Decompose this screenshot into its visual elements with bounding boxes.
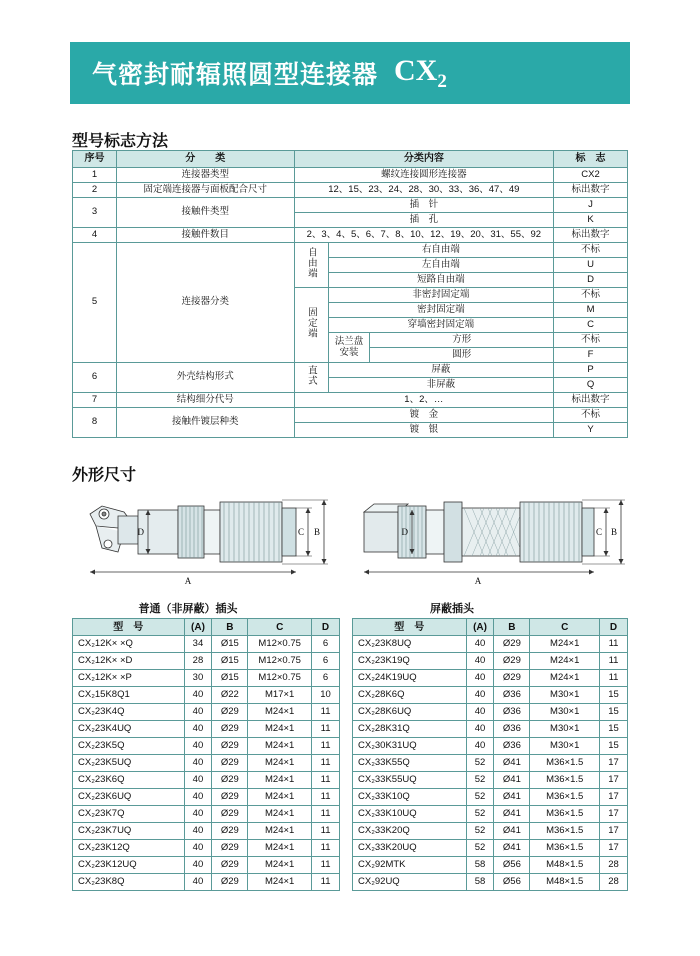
cell-b: Ø29: [212, 738, 248, 755]
caption-non-shielded-plug: 普通（非屏蔽）插头: [138, 603, 238, 615]
cell-category: 外壳结构形式: [116, 363, 294, 393]
cell-d: 17: [600, 806, 628, 823]
cell-model: CX₂23K5UQ: [73, 755, 185, 772]
cell-no: 8: [73, 408, 117, 438]
cell-d: 15: [600, 687, 628, 704]
cell-content: 螺纹连接圆形连接器: [294, 168, 554, 183]
cell-d: 17: [600, 823, 628, 840]
cell-content: 1、2、…: [294, 393, 554, 408]
cell-b: Ø41: [494, 789, 530, 806]
cell-d: 11: [312, 721, 340, 738]
cell-category: 接触件数目: [116, 228, 294, 243]
cell-c: M24×1: [530, 653, 600, 670]
table-row: [73, 363, 628, 378]
cell-no: 2: [73, 183, 117, 198]
cell-d: 11: [312, 857, 340, 874]
table-row: [353, 721, 628, 738]
cell-a: 40: [466, 704, 494, 721]
model-marking-table: [72, 150, 628, 438]
cell-b: Ø29: [494, 636, 530, 653]
cell-model: CX₂23K12Q: [73, 840, 185, 857]
cell-content: 穿墙密封固定端: [328, 318, 554, 333]
cell-model: CX₂23K7UQ: [73, 823, 185, 840]
cell-model: CX₂28K31Q: [353, 721, 467, 738]
cell-model: CX₂33K55UQ: [353, 772, 467, 789]
cell-mark: 不标: [554, 408, 628, 423]
cell-content: 屏蔽: [328, 363, 554, 378]
cell-a: 30: [184, 670, 212, 687]
cell-b: Ø29: [212, 772, 248, 789]
cell-no: 1: [73, 168, 117, 183]
cell-c: M12×0.75: [248, 636, 312, 653]
cell-b: Ø41: [494, 772, 530, 789]
dimensions-table-left: [72, 618, 340, 891]
cell-content: 方形: [370, 333, 554, 348]
cell-d: 17: [600, 755, 628, 772]
cell-c: M24×1: [248, 823, 312, 840]
cell-model: CX₂12K× ×P: [73, 670, 185, 687]
cell-no: 7: [73, 393, 117, 408]
cell-model: CX₂23K7Q: [73, 806, 185, 823]
cell-category: 连接器类型: [116, 168, 294, 183]
table-row: [353, 772, 628, 789]
cell-b: Ø56: [494, 857, 530, 874]
table-header-row: [73, 151, 628, 168]
col-content: 分类内容: [294, 151, 554, 168]
cell-b: Ø29: [212, 755, 248, 772]
cell-b: Ø15: [212, 636, 248, 653]
cell-model: CX₂28K6UQ: [353, 704, 467, 721]
cell-model: CX₂23K8Q: [73, 874, 185, 891]
cell-d: 6: [312, 653, 340, 670]
cell-category: 结构细分代号: [116, 393, 294, 408]
table-row: [73, 840, 340, 857]
col-b: B: [212, 619, 248, 636]
table-row: [73, 772, 340, 789]
cell-a: 40: [466, 636, 494, 653]
cell-a: 40: [466, 738, 494, 755]
cell-c: M24×1: [248, 840, 312, 857]
cell-c: M24×1: [248, 806, 312, 823]
cell-c: M24×1: [248, 874, 312, 891]
cell-a: 40: [184, 823, 212, 840]
cell-content: 密封固定端: [328, 303, 554, 318]
cell-content: 2、3、4、5、6、7、8、10、12、19、20、31、55、92: [294, 228, 554, 243]
table-row: [73, 408, 628, 423]
cell-mark: Q: [554, 378, 628, 393]
cell-d: 6: [312, 636, 340, 653]
cell-c: M36×1.5: [530, 840, 600, 857]
col-no: 序号: [73, 151, 117, 168]
dim-label-B: B: [610, 527, 617, 537]
cell-b: Ø22: [212, 687, 248, 704]
cell-model: CX₂23K5Q: [73, 738, 185, 755]
table-row: [353, 687, 628, 704]
table-row: [353, 874, 628, 891]
cell-a: 40: [184, 840, 212, 857]
cell-d: 11: [600, 636, 628, 653]
table-row: [353, 840, 628, 857]
cell-mark: J: [554, 198, 628, 213]
cell-b: Ø29: [212, 823, 248, 840]
cell-b: Ø41: [494, 823, 530, 840]
cell-no: 5: [73, 243, 117, 363]
cell-c: M24×1: [530, 670, 600, 687]
table-row: [353, 636, 628, 653]
cell-model: CX₂92UQ: [353, 874, 467, 891]
cell-content: 插 针: [294, 198, 554, 213]
cell-a: 58: [466, 857, 494, 874]
cell-a: 40: [184, 704, 212, 721]
col-category: 分 类: [116, 151, 294, 168]
cell-c: M24×1: [248, 738, 312, 755]
cell-c: M24×1: [248, 772, 312, 789]
cell-a: 40: [184, 687, 212, 704]
cell-b: Ø36: [494, 738, 530, 755]
cell-d: 11: [312, 772, 340, 789]
table-row: [73, 198, 628, 213]
cell-model: CX₂28K6Q: [353, 687, 467, 704]
table-row: [73, 738, 340, 755]
table-header-row: [353, 619, 628, 636]
table-header-row: [73, 619, 340, 636]
dimensions-table-right: [352, 618, 628, 891]
col-b: B: [494, 619, 530, 636]
cell-a: 40: [184, 738, 212, 755]
table-row: [73, 687, 340, 704]
cell-d: 10: [312, 687, 340, 704]
table-row: [73, 704, 340, 721]
connector-outline-drawings: [72, 486, 628, 598]
cell-b: Ø29: [212, 874, 248, 891]
cell-content: 左自由端: [328, 258, 554, 273]
table-row: [73, 874, 340, 891]
cell-mark: 不标: [554, 333, 628, 348]
cell-a: 40: [184, 857, 212, 874]
cell-no: 4: [73, 228, 117, 243]
cell-model: CX₂12K× ×D: [73, 653, 185, 670]
cell-no: 3: [73, 198, 117, 228]
table-row: [73, 636, 340, 653]
cell-d: 11: [312, 738, 340, 755]
table-row: [73, 228, 628, 243]
table-row: [353, 755, 628, 772]
dim-label-D: D: [137, 527, 144, 537]
cell-model: CX₂92MTK: [353, 857, 467, 874]
cell-mark: F: [554, 348, 628, 363]
cell-mark: 标出数字: [554, 228, 628, 243]
cell-a: 40: [184, 755, 212, 772]
cell-no: 6: [73, 363, 117, 393]
cell-d: 11: [312, 755, 340, 772]
cell-content: 镀 金: [294, 408, 554, 423]
cell-content: 短路自由端: [328, 273, 554, 288]
cell-c: M48×1.5: [530, 857, 600, 874]
cell-mark: P: [554, 363, 628, 378]
cell-d: 15: [600, 704, 628, 721]
cell-d: 15: [600, 738, 628, 755]
cell-mark: 标出数字: [554, 183, 628, 198]
table-row: [73, 806, 340, 823]
cell-model: CX₂15K8Q1: [73, 687, 185, 704]
cell-mark: U: [554, 258, 628, 273]
cell-content: 镀 银: [294, 423, 554, 438]
col-a: (A): [184, 619, 212, 636]
cell-a: 40: [466, 670, 494, 687]
banner-title: 气密封耐辐照圆型连接器: [92, 60, 379, 89]
cell-b: Ø15: [212, 670, 248, 687]
banner-product-code: $CX_2$: [394, 53, 447, 92]
col-c: C: [530, 619, 600, 636]
cell-a: 52: [466, 789, 494, 806]
table-row: [73, 168, 628, 183]
cell-b: Ø29: [212, 857, 248, 874]
cell-c: M24×1: [530, 636, 600, 653]
table-row: [73, 393, 628, 408]
table-row: [73, 670, 340, 687]
cell-b: Ø29: [494, 670, 530, 687]
cell-model: CX₂23K8UQ: [353, 636, 467, 653]
cell-mark: 不标: [554, 288, 628, 303]
table-row: [73, 789, 340, 806]
cell-d: 28: [600, 874, 628, 891]
cell-a: 40: [466, 687, 494, 704]
cell-a: 40: [184, 789, 212, 806]
cell-d: 11: [312, 874, 340, 891]
cell-content: 圆形: [370, 348, 554, 363]
cell-model: CX₂33K10Q: [353, 789, 467, 806]
cell-b: Ø29: [212, 806, 248, 823]
cell-c: M48×1.5: [530, 874, 600, 891]
cell-b: Ø56: [494, 874, 530, 891]
cell-c: M36×1.5: [530, 806, 600, 823]
cell-d: 17: [600, 840, 628, 857]
cell-c: M30×1: [530, 721, 600, 738]
cell-d: 6: [312, 670, 340, 687]
dim-label-D: D: [401, 527, 408, 537]
cell-c: M24×1: [248, 721, 312, 738]
cell-a: 34: [184, 636, 212, 653]
cell-c: M36×1.5: [530, 823, 600, 840]
cell-c: M36×1.5: [530, 772, 600, 789]
cell-a: 40: [184, 721, 212, 738]
cell-b: Ø41: [494, 755, 530, 772]
cell-d: 28: [600, 857, 628, 874]
dim-label-A: A: [474, 576, 482, 586]
cell-mark: 不标: [554, 243, 628, 258]
cell-model: CX₂23K4Q: [73, 704, 185, 721]
cell-a: 52: [466, 772, 494, 789]
table-row: [353, 704, 628, 721]
cell-content: 12、15、23、24、28、30、33、36、47、49: [294, 183, 554, 198]
cell-b: Ø36: [494, 687, 530, 704]
cell-b: Ø41: [494, 806, 530, 823]
dim-label-C: C: [297, 527, 304, 537]
cell-a: 40: [184, 806, 212, 823]
cell-model: CX₂23K6Q: [73, 772, 185, 789]
table-row: [73, 653, 340, 670]
cell-b: Ø29: [494, 653, 530, 670]
cell-mark: K: [554, 213, 628, 228]
cell-model: CX₂33K20UQ: [353, 840, 467, 857]
cell-content: 非密封固定端: [328, 288, 554, 303]
cell-category: 接触件镀层种类: [116, 408, 294, 438]
cell-b: Ø15: [212, 653, 248, 670]
cell-a: 52: [466, 755, 494, 772]
cell-model: CX₂24K19UQ: [353, 670, 467, 687]
cell-group-straight: 直式: [294, 363, 328, 393]
table-row: [73, 183, 628, 198]
table-row: [73, 755, 340, 772]
cell-mark: C: [554, 318, 628, 333]
cell-c: M24×1: [248, 789, 312, 806]
cell-a: 52: [466, 806, 494, 823]
cell-mark: 标出数字: [554, 393, 628, 408]
cell-a: 52: [466, 823, 494, 840]
section-title-model-marking: 型号标志方法: [72, 131, 169, 150]
cell-a: 40: [466, 721, 494, 738]
cell-b: Ø29: [212, 840, 248, 857]
table-row: [73, 857, 340, 874]
cell-content: 非屏蔽: [328, 378, 554, 393]
cell-category: 接触件类型: [116, 198, 294, 228]
cell-a: 40: [184, 772, 212, 789]
dimension-drawings: [72, 486, 628, 596]
table-row: [353, 857, 628, 874]
table-row: [353, 806, 628, 823]
col-c: C: [248, 619, 312, 636]
cell-a: 58: [466, 874, 494, 891]
cell-d: 15: [600, 721, 628, 738]
table-row: [353, 789, 628, 806]
cell-group-free: 自由端: [294, 243, 328, 288]
cell-c: M12×0.75: [248, 653, 312, 670]
cell-c: M24×1: [248, 857, 312, 874]
cell-group-fixed: 固定端: [294, 288, 328, 363]
cell-d: 11: [312, 840, 340, 857]
cell-a: 40: [466, 653, 494, 670]
caption-shielded-plug: 屏蔽插头: [430, 603, 474, 615]
cell-mark: D: [554, 273, 628, 288]
cell-content: 插 孔: [294, 213, 554, 228]
cell-b: Ø36: [494, 704, 530, 721]
cell-model: CX₂12K× ×Q: [73, 636, 185, 653]
cell-model: CX₂23K19Q: [353, 653, 467, 670]
cell-model: CX₂33K20Q: [353, 823, 467, 840]
cell-a: 28: [184, 653, 212, 670]
table-row: [73, 721, 340, 738]
cell-b: Ø36: [494, 721, 530, 738]
cell-model: CX₂23K4UQ: [73, 721, 185, 738]
cell-mark: Y: [554, 423, 628, 438]
cell-c: M17×1: [248, 687, 312, 704]
cell-a: 40: [184, 874, 212, 891]
cell-model: CX₂30K31UQ: [353, 738, 467, 755]
cell-category: 连接器分类: [116, 243, 294, 363]
cell-content: 右自由端: [328, 243, 554, 258]
table-row: [73, 823, 340, 840]
cell-a: 52: [466, 840, 494, 857]
col-a: (A): [466, 619, 494, 636]
section-title-dimensions: 外形尺寸: [72, 465, 137, 484]
cell-b: Ø41: [494, 840, 530, 857]
dim-label-B: B: [313, 527, 320, 537]
cell-d: 11: [600, 653, 628, 670]
cell-c: M30×1: [530, 704, 600, 721]
cell-c: M24×1: [248, 755, 312, 772]
table-row: [353, 653, 628, 670]
cell-b: Ø29: [212, 704, 248, 721]
cell-c: M12×0.75: [248, 670, 312, 687]
table-row: [353, 670, 628, 687]
col-d: D: [600, 619, 628, 636]
cell-d: 11: [312, 789, 340, 806]
dim-label-A: A: [184, 576, 192, 586]
cell-c: M24×1: [248, 704, 312, 721]
cell-mark: M: [554, 303, 628, 318]
cell-model: CX₂23K12UQ: [73, 857, 185, 874]
cell-d: 11: [312, 806, 340, 823]
cell-mark: CX2: [554, 168, 628, 183]
dim-label-C: C: [595, 527, 602, 537]
cell-c: M30×1: [530, 687, 600, 704]
cell-model: CX₂33K55Q: [353, 755, 467, 772]
cell-b: Ø29: [212, 721, 248, 738]
col-model: 型 号: [353, 619, 467, 636]
col-mark: 标 志: [554, 151, 628, 168]
cell-b: Ø29: [212, 789, 248, 806]
table-row: [353, 738, 628, 755]
cell-d: 17: [600, 789, 628, 806]
cell-category: 固定端连接器与面板配合尺寸: [116, 183, 294, 198]
cell-d: 17: [600, 772, 628, 789]
cell-d: 11: [312, 823, 340, 840]
table-row: [73, 243, 628, 258]
cell-c: M30×1: [530, 738, 600, 755]
cell-flange-label: 法兰盘安装: [328, 333, 370, 363]
col-model: 型 号: [73, 619, 185, 636]
cell-c: M36×1.5: [530, 755, 600, 772]
cell-d: 11: [312, 704, 340, 721]
table-row: [353, 823, 628, 840]
page-banner: [70, 42, 630, 104]
cell-d: 11: [600, 670, 628, 687]
cell-model: CX₂33K10UQ: [353, 806, 467, 823]
cell-c: M36×1.5: [530, 789, 600, 806]
cell-model: CX₂23K6UQ: [73, 789, 185, 806]
col-d: D: [312, 619, 340, 636]
